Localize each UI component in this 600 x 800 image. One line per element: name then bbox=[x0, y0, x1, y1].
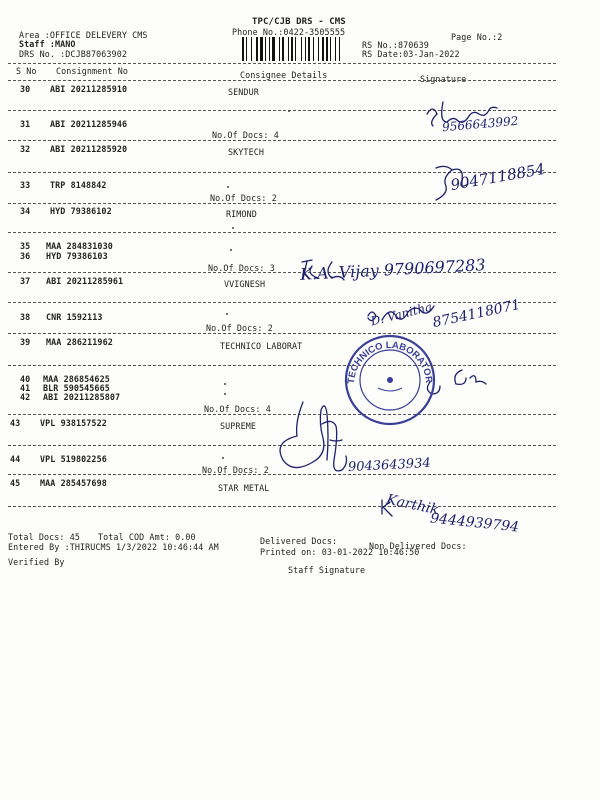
row-consignee: TECHNICO LABORAT bbox=[220, 341, 303, 351]
handwritten-name-phone: K.A. Vijay 9790697283 bbox=[299, 255, 486, 284]
row-sno: 37 bbox=[20, 276, 31, 286]
row-consignment: VPL 519802256 bbox=[40, 454, 107, 464]
drs-number: DRS No. :DCJB87063902 bbox=[19, 49, 127, 59]
row-consignment: HYD 79386102 bbox=[50, 206, 112, 216]
staff-signature-label: Staff Signature bbox=[288, 565, 366, 575]
row-sno: 41 bbox=[20, 383, 31, 393]
row-consignment: MAA 286211962 bbox=[46, 337, 113, 347]
row-consignment: TRP 8148842 bbox=[50, 180, 107, 190]
docs-count: No.Of Docs: 2 bbox=[206, 323, 273, 333]
docs-count: No.Of Docs: 2 bbox=[202, 465, 269, 475]
column-header-sno: S No bbox=[16, 66, 37, 76]
column-header-consignment: Consignment No bbox=[56, 66, 128, 76]
docs-count: No.Of Docs: 3 bbox=[208, 263, 275, 273]
row-consignment: ABI 20211285946 bbox=[50, 119, 128, 129]
row-sno: 33 bbox=[20, 180, 31, 190]
docs-count: No.Of Docs: 4 bbox=[204, 404, 271, 414]
docs-count: No.Of Docs: 2 bbox=[210, 193, 277, 203]
row-consignee: SKYTECH bbox=[228, 147, 264, 157]
total-docs: Total Docs: 45 bbox=[8, 532, 80, 542]
row-consignment: CNR 1592113 bbox=[46, 312, 103, 322]
row-sno: 40 bbox=[20, 374, 31, 384]
handwritten-phone: 8754118071 bbox=[431, 296, 522, 332]
rs-number: RS No.:870639 bbox=[362, 40, 429, 50]
page-number: Page No.:2 bbox=[451, 32, 503, 42]
area-label: Area :OFFICE DELEVERY CMS bbox=[19, 30, 148, 40]
row-consignment: MAA 284831030 bbox=[46, 241, 113, 251]
row-consignment: ABI 20211285920 bbox=[50, 144, 128, 154]
staff-label: Staff :MANO bbox=[19, 39, 76, 49]
row-sno: 31 bbox=[20, 119, 31, 129]
row-sno: 43 bbox=[10, 418, 21, 428]
document-title: TPC/CJB DRS - CMS bbox=[252, 17, 346, 27]
rs-date: RS Date:03-Jan-2022 bbox=[362, 49, 460, 59]
row-sno: 44 bbox=[10, 454, 21, 464]
row-consignment: ABI 20211285807 bbox=[43, 392, 121, 402]
delivered-docs: Delivered Docs: bbox=[260, 536, 338, 546]
phone-number: Phone No.:0422-3505555 bbox=[232, 27, 346, 37]
handwritten-name: D. Vanitha bbox=[369, 299, 434, 329]
row-consignment: ABI 20211285961 bbox=[46, 276, 124, 286]
row-consignee: STAR METAL bbox=[218, 483, 270, 493]
non-delivered-docs: Non Delivered Docs: bbox=[369, 541, 467, 551]
row-consignee: VVIGNESH bbox=[224, 279, 266, 289]
row-sno: 35 bbox=[20, 241, 31, 251]
handwritten-phone: 9043643934 bbox=[347, 455, 432, 476]
row-sno: 34 bbox=[20, 206, 31, 216]
row-sno: 45 bbox=[10, 478, 21, 488]
row-consignment: MAA 285457698 bbox=[40, 478, 107, 488]
row-consignee: SUPREME bbox=[220, 421, 256, 431]
row-sno: 36 bbox=[20, 251, 31, 261]
row-sno: 39 bbox=[20, 337, 31, 347]
row-consignee: SENDUR bbox=[228, 87, 259, 97]
row-consignment: VPL 938157522 bbox=[40, 418, 107, 428]
handwritten-name: Karthik bbox=[384, 491, 441, 519]
company-stamp bbox=[336, 322, 440, 430]
total-cod-amount: Total COD Amt: 0.00 bbox=[98, 532, 196, 542]
row-consignment: HYD 79386103 bbox=[46, 251, 108, 261]
docs-count: No.Of Docs: 4 bbox=[212, 130, 279, 140]
row-sno: 32 bbox=[20, 144, 31, 154]
column-header-signature: Signature bbox=[420, 74, 467, 84]
entered-by: Entered By :THIRUCMS 1/3/2022 10:46:44 AM bbox=[8, 542, 219, 552]
row-consignee: RIMOND bbox=[226, 209, 257, 219]
row-consignment: ABI 20211285910 bbox=[50, 84, 128, 94]
row-sno: 38 bbox=[20, 312, 31, 322]
handwritten-phone: 9444939794 bbox=[429, 510, 520, 536]
row-consignment: MAA 286854625 bbox=[43, 374, 110, 384]
column-header-consignee: Consignee Details bbox=[240, 70, 328, 80]
handwritten-phone: 9047118854 bbox=[449, 159, 547, 195]
row-sno: 42 bbox=[20, 392, 31, 402]
row-sno: 30 bbox=[20, 84, 31, 94]
handwritten-phone: 9566643992 bbox=[441, 113, 519, 135]
row-consignment: BLR 590545665 bbox=[43, 383, 110, 393]
printed-on: Printed on: 03-01-2022 10:46:50 bbox=[260, 547, 420, 557]
stamp-text: TECHNICO LABORATORY bbox=[336, 322, 435, 385]
verified-by: Verified By bbox=[8, 557, 65, 567]
